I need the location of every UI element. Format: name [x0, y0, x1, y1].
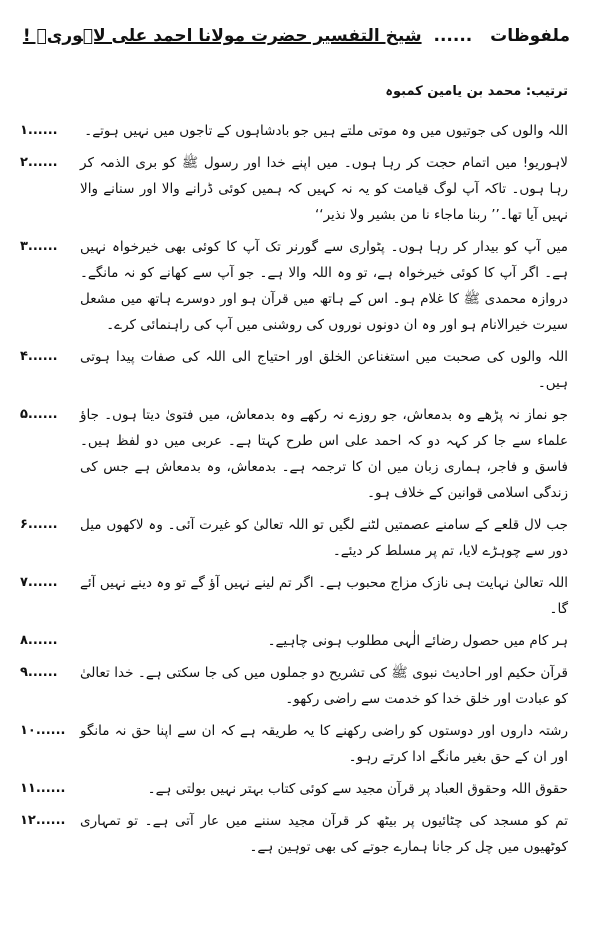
saying-number: ۲......	[20, 155, 58, 170]
saying-item	[0, 150, 590, 228]
saying-text: جو نماز نہ پڑھے وہ بدمعاش، جو روزے نہ رکھے وہ بدمعاش، میں فتویٰ دیتا ہوں۔ جاؤ علماء سے جا کر کہہ دو کہ احمد علی اس طرح کہتا ہے۔ عربی میں دو لفظ ہیں۔ فاسق و فاجر، ہماری زبان میں ان کا ترجمہ ہے۔ بدمعاش، وہ بدمعاش ہے جس کی زندگی اسلامی قوانین کے خلاف ہو۔	[80, 407, 568, 501]
title-lead: ملفوظات	[490, 26, 570, 46]
saying-item	[0, 808, 590, 860]
saying-number: ۴......	[20, 349, 58, 364]
saying-item	[0, 512, 590, 564]
saying-number: ۱۲......	[20, 813, 66, 828]
saying-item	[0, 402, 590, 506]
title-name: شیخ التفسیر حضرت مولانا احمد علی لاہوریؒ !	[22, 26, 422, 46]
saying-item	[0, 718, 590, 770]
saying-number: ۱۱......	[20, 781, 66, 796]
saying-item	[0, 118, 590, 144]
saying-number: ۱......	[20, 123, 58, 138]
saying-number: ۳......	[20, 239, 58, 254]
saying-text: جب لال قلعے کے سامنے عصمتیں لٹنے لگیں تو اللہ تعالیٰ کو غیرت آئی۔ وہ لاکھوں میل دور سے چوہڑے لایا، تم پر مسلط کر دیئے۔	[80, 517, 568, 559]
saying-text: میں آپ کو بیدار کر رہا ہوں۔ پٹواری سے گورنر تک آپ کا کوئی بھی خیرخواہ نہیں ہے۔ اگر آپ کا کوئی خیرخواہ ہے، تو وہ اللہ والا ہے۔ جو آپ سے کھانے کو نہ مانگے۔ دروازہ محمدی ﷺ کا غلام ہو۔ اس کے ہاتھ میں قرآن ہو اور دوسرے ہاتھ میں مشعل سیرت خیرالانام ہو اور وہ ان دونوں نوروں کی روشنی میں آپ کی راہنمائی کرے۔	[80, 239, 568, 333]
saying-text: قرآن حکیم اور احادیث نبوی ﷺ کی تشریح دو جملوں میں کی جا سکتی ہے۔ خدا تعالیٰ کو عبادت اور خلق خدا کو خدمت سے راضی رکھو۔	[80, 665, 568, 707]
saying-item	[0, 776, 590, 802]
saying-item	[0, 234, 590, 338]
saying-number: ۹......	[20, 665, 58, 680]
page-title	[20, 14, 570, 58]
saying-item	[0, 344, 590, 396]
saying-number: ۸......	[20, 633, 58, 648]
saying-text: لاہوریو! میں اتمام حجت کر رہا ہوں۔ میں اپنے خدا اور رسول ﷺ کو بری الذمہ کر رہا ہوں۔ تاکہ آپ لوگ قیامت کو یہ نہ کہیں کہ ہمیں کوئی ڈرانے والا اور سنانے والا نہیں آیا تھا۔’’ ربنا ماجاء نا من بشیر ولا نذیر‘‘	[80, 155, 568, 223]
saying-text: حقوق اللہ وحقوق العباد پر قرآن مجید سے کوئی کتاب بہتر نہیں بولتی ہے۔	[147, 781, 568, 797]
saying-number: ۶......	[20, 517, 58, 532]
saying-item	[0, 628, 590, 654]
saying-text: ہر کام میں حصول رضائے الٰہی مطلوب ہونی چاہیے۔	[267, 633, 568, 649]
saying-number: ۱۰......	[20, 723, 66, 738]
sayings-list	[0, 118, 590, 866]
saying-text: تم کو مسجد کی چٹائیوں پر بیٹھ کر قرآن مجید سننے میں عار آتی ہے۔ تو تمہاری کوٹھیوں میں چل کر جانا ہمارے جوتے کی بھی توہین ہے۔	[80, 813, 568, 855]
saying-number: ۵......	[20, 407, 58, 422]
saying-item	[0, 660, 590, 712]
saying-number: ۷......	[20, 575, 58, 590]
saying-text: اللہ تعالیٰ نہایت ہی نازک مزاج محبوب ہے۔ اگر تم لینے نہیں آؤ گے تو وہ دینے نہیں آئے گا۔	[80, 575, 568, 617]
saying-text: رشتہ داروں اور دوستوں کو راضی رکھنے کا یہ طریقہ ہے کہ ان سے اپنا حق نہ مانگو اور ان کے حق بغیر مانگے ادا کرتے رہو۔	[80, 723, 568, 765]
compiler-credit: ترتیب: محمد بن یامین کمبوہ	[385, 84, 568, 99]
saying-text: اللہ والوں کی جوتیوں میں وہ موتی ملتے ہیں جو بادشاہوں کے تاجوں میں نہیں ہوتے۔	[84, 123, 568, 139]
saying-text: اللہ والوں کی صحبت میں استغناعن الخلق اور احتیاج الی اللہ کی صفات پیدا ہوتی ہیں۔	[80, 349, 568, 391]
title-dots: ......	[433, 26, 473, 46]
saying-item	[0, 570, 590, 622]
